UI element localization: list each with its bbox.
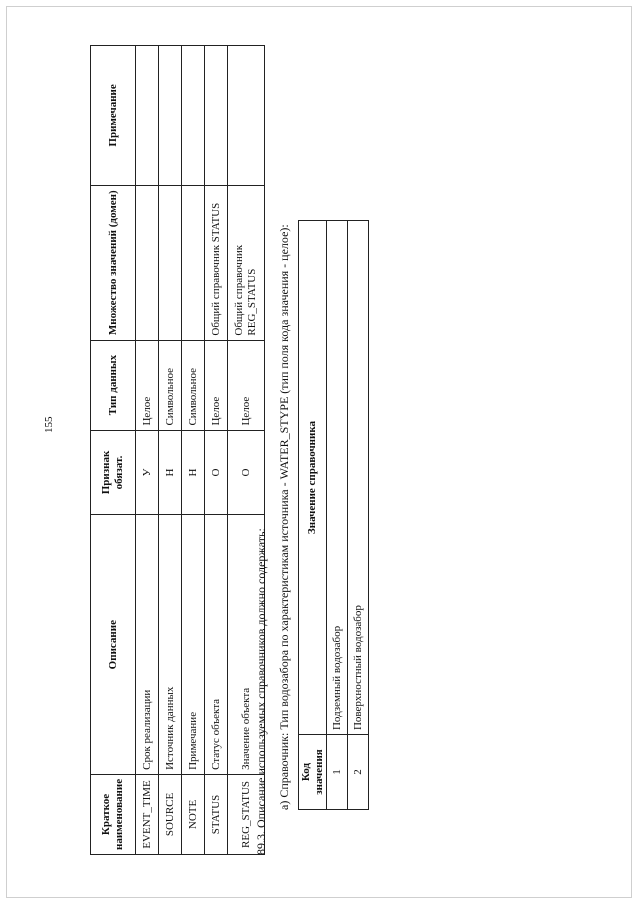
dictionary-caption: а) Справочник: Тип водозабора по характеристикам источника - WATER_STYPE (тип поля кода значения - целое): — [277, 224, 291, 810]
table-cell — [159, 46, 182, 186]
header-cell: Код значения — [299, 735, 327, 810]
header-cell: Примечание — [91, 46, 136, 186]
table-cell: Поверхностный водозабор — [348, 221, 369, 735]
table-row — [205, 46, 228, 855]
table-cell: У — [136, 430, 159, 515]
table-cell: Подземный водозабор — [327, 221, 348, 735]
table-cell: Целое — [205, 340, 228, 430]
table-cell — [205, 46, 228, 186]
table-cell: Срок реализации — [136, 515, 159, 774]
section-paragraph: 89.3. Описание используемых справочников должно содержать: — [254, 528, 268, 855]
rotated-content — [90, 45, 390, 855]
table-cell: Целое — [228, 340, 265, 430]
table-cell: О — [205, 430, 228, 515]
table-cell — [159, 185, 182, 340]
header-cell: Множество значений (домен) — [91, 185, 136, 340]
table-cell: Символьное — [159, 340, 182, 430]
table-row — [159, 46, 182, 855]
table-cell — [136, 185, 159, 340]
table-cell: Целое — [136, 340, 159, 430]
table-cell: 1 — [327, 735, 348, 810]
table-cell: SOURCE — [159, 774, 182, 854]
header-cell: Описание — [91, 515, 136, 774]
table-cell: EVENT_TIME — [136, 774, 159, 854]
table-cell: Н — [182, 430, 205, 515]
dictionary-table — [298, 220, 369, 810]
table-header-row — [299, 221, 327, 810]
table-cell — [182, 185, 205, 340]
table-cell: NOTE — [182, 774, 205, 854]
table-cell: Н — [159, 430, 182, 515]
table-cell: 2 — [348, 735, 369, 810]
table-row — [182, 46, 205, 855]
table-cell: Общий справочник STATUS — [205, 185, 228, 340]
table-cell — [182, 46, 205, 186]
header-cell: Значение справочника — [299, 221, 327, 735]
table-header-row — [91, 46, 136, 855]
table-row — [327, 221, 348, 810]
table-cell: Общий справочник REG_STATUS — [228, 185, 265, 340]
table-cell: О — [228, 430, 265, 515]
table-cell: Символьное — [182, 340, 205, 430]
attributes-table — [90, 45, 265, 855]
table-cell — [136, 46, 159, 186]
header-cell: Тип данных — [91, 340, 136, 430]
table-cell: Статус объекта — [205, 515, 228, 774]
page-number: 155 — [43, 416, 55, 433]
table-cell — [228, 46, 265, 186]
table-cell: Источник данных — [159, 515, 182, 774]
table-row — [348, 221, 369, 810]
table-cell: Значение объекта — [228, 515, 265, 774]
header-cell: Признак обязат. — [91, 430, 136, 515]
table-row — [136, 46, 159, 855]
table-cell: REG_STATUS — [228, 774, 265, 854]
table-cell: STATUS — [205, 774, 228, 854]
header-cell: Краткое наименование — [91, 774, 136, 854]
table-cell: Примечание — [182, 515, 205, 774]
